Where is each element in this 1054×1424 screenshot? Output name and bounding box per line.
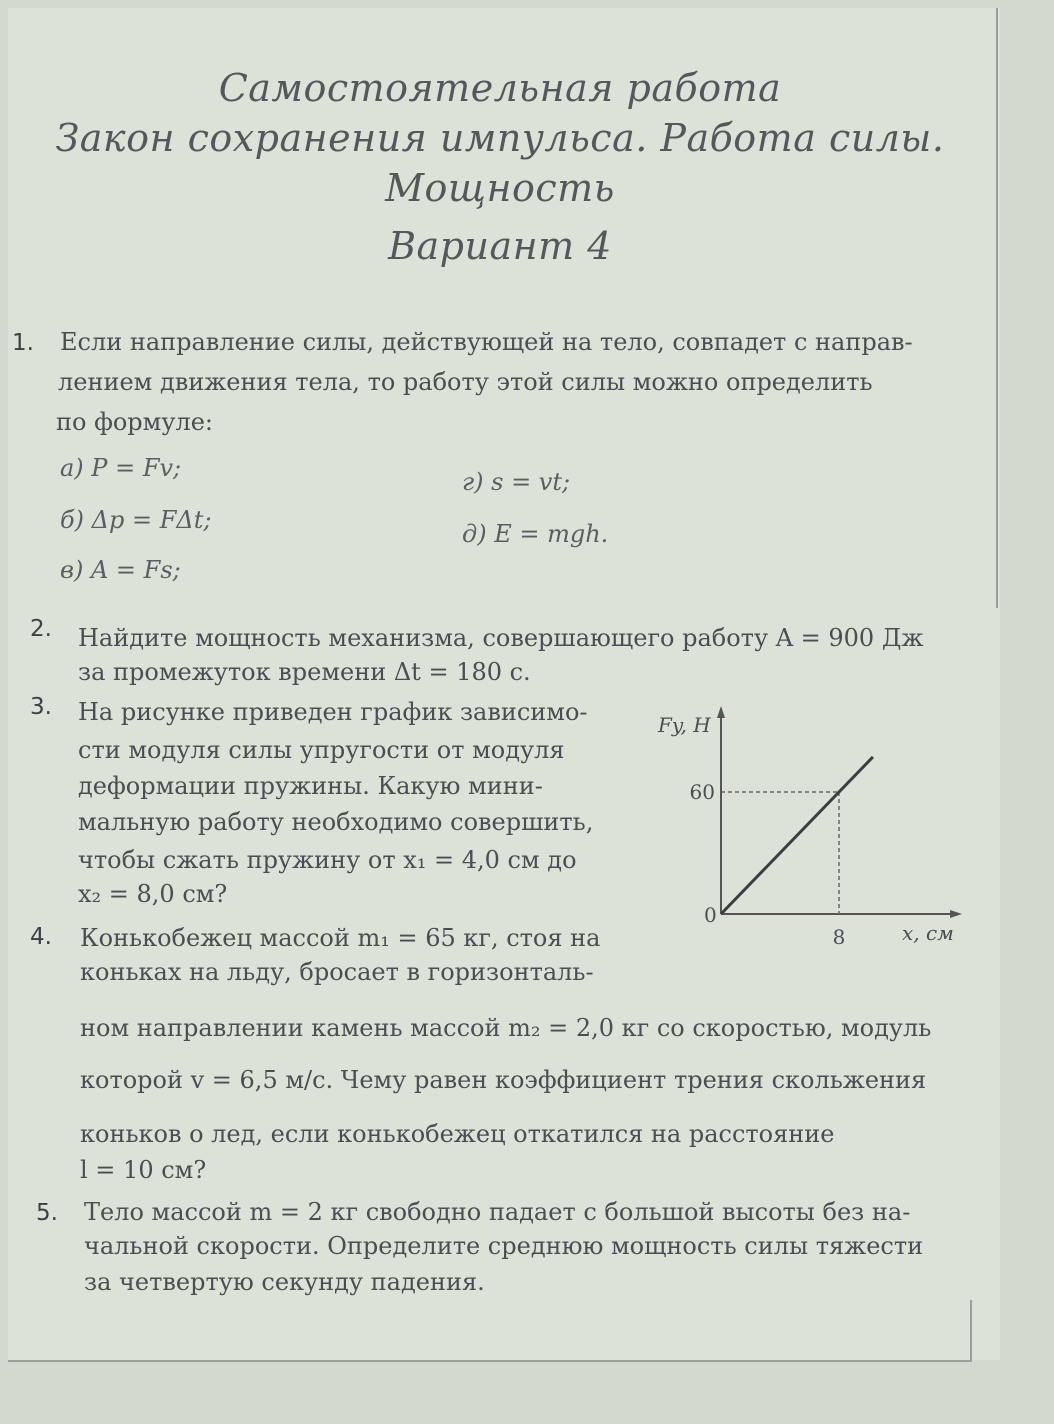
title-line-2: Закон сохранения импульса. Работа силы. — [55, 116, 945, 160]
q2-line-2: за промежуток времени Δt = 180 с. — [78, 658, 531, 686]
q3-number: 3. — [30, 694, 52, 720]
q3-line-2: сти модуля силы упругости от модуля — [78, 736, 565, 764]
q2-number: 2. — [30, 616, 52, 642]
q1-option-g: г) s = vt; — [462, 468, 571, 496]
q3-line-1: На рисунке приведен график зависимо- — [78, 698, 588, 726]
q1-option-d: д) E = mgh. — [462, 520, 609, 548]
force-deformation-graph — [650, 700, 970, 950]
page-border-right-lower — [970, 1300, 972, 1360]
series-line — [721, 757, 873, 914]
page-border-bottom — [8, 1360, 972, 1362]
q1-option-a: а) P = Fv; — [60, 454, 182, 482]
x-axis-arrow — [950, 910, 962, 918]
q1-line-2: лением движения тела, то работу этой силы можно определить — [58, 368, 873, 396]
y-tick-label: 60 — [689, 780, 715, 804]
q5-line-3: за четвертую секунду падения. — [84, 1268, 485, 1296]
q1-line-3: по формуле: — [56, 408, 213, 436]
q4-line-4: которой v = 6,5 м/с. Чему равен коэффициент трения скольжения — [80, 1066, 927, 1094]
q3-line-3: деформации пружины. Какую мини- — [78, 772, 543, 800]
origin-label: 0 — [704, 903, 717, 927]
q4-line-3: ном направлении камень массой m₂ = 2,0 кг со скоростью, модуль — [80, 1014, 932, 1042]
q3-line-4: мальную работу необходимо совершить, — [78, 808, 594, 836]
q4-line-2: коньках на льду, бросает в горизонталь- — [80, 958, 594, 986]
q3-line-5: чтобы сжать пружину от x₁ = 4,0 см до — [78, 846, 577, 874]
q1-option-v: в) A = Fs; — [60, 556, 181, 584]
title-line-1: Самостоятельная работа — [218, 66, 782, 110]
q4-line-6: l = 10 см? — [80, 1156, 207, 1184]
q1-number: 1. — [12, 330, 34, 356]
q5-line-2: чальной скорости. Определите среднюю мощность силы тяжести — [84, 1232, 924, 1260]
q5-number: 5. — [36, 1200, 58, 1226]
q2-line-1: Найдите мощность механизма, совершающего работу A = 900 Дж — [78, 624, 924, 652]
q4-line-5: коньков о лед, если конькобежец откатился на расстояние — [80, 1120, 835, 1148]
q1-line-1: Если направление силы, действующей на тело, совпадет с направ- — [60, 328, 913, 356]
q5-line-1: Тело массой m = 2 кг свободно падает с большой высоты без на- — [84, 1198, 911, 1226]
q1-option-b: б) Δp = FΔt; — [60, 506, 212, 534]
x-tick-label: 8 — [832, 925, 846, 949]
q4-number: 4. — [30, 924, 52, 950]
y-axis-arrow — [717, 706, 725, 718]
q4-line-1: Конькобежец массой m₁ = 65 кг, стоя на — [80, 924, 601, 952]
q3-line-6: x₂ = 8,0 см? — [78, 880, 228, 908]
y-axis-label: Fy, Н — [658, 713, 711, 737]
x-axis-label: x, см — [902, 921, 954, 945]
title-line-3: Мощность — [385, 166, 615, 210]
title-line-4: Вариант 4 — [388, 224, 612, 268]
